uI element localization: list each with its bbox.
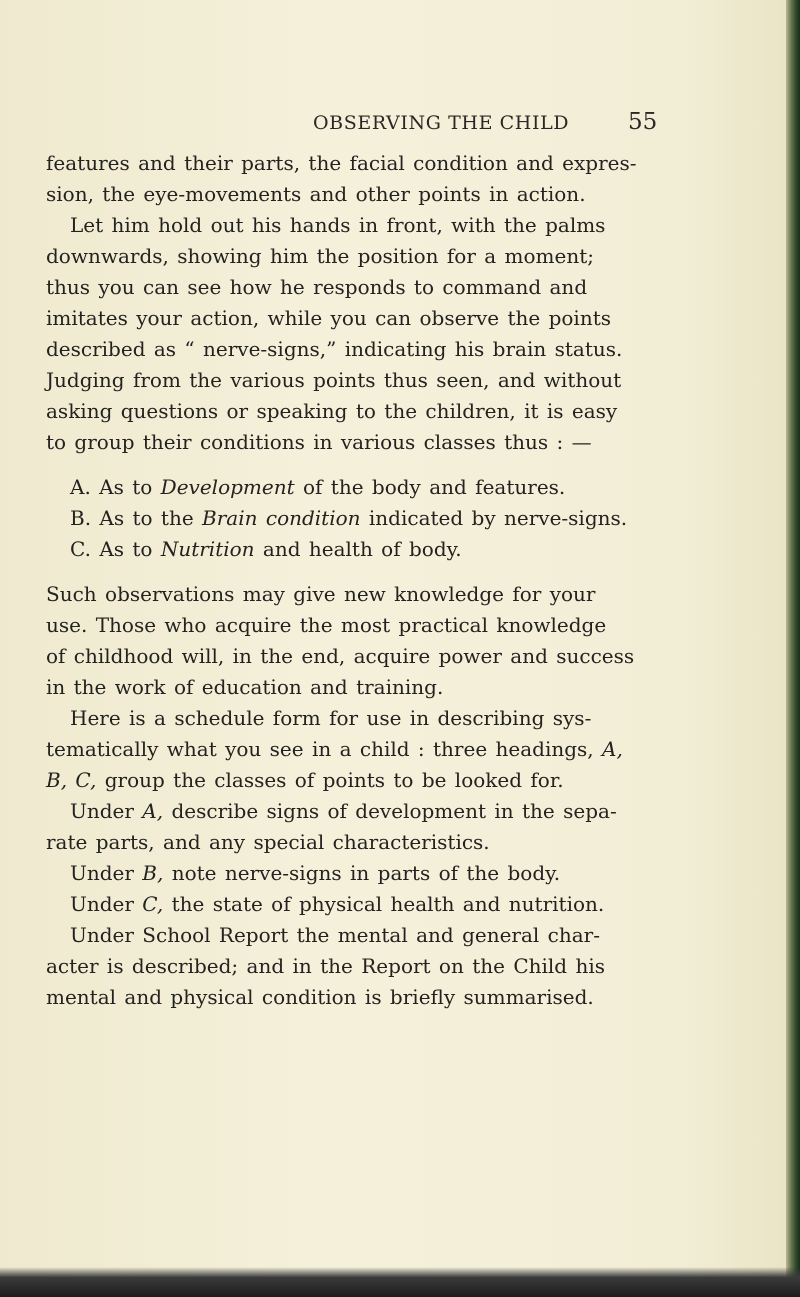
page-header [0,109,800,142]
paragraph-3 [46,579,736,703]
text-segment: note nerve-signs in parts of the body. [163,861,561,885]
heading-letter: C, [75,768,97,792]
list-item-a [46,472,736,503]
text-line: Judging from the various points thus seen, and without [46,368,622,392]
list-text: As to [99,537,161,561]
text-line: in the work of education and training. [46,675,444,699]
text-line: acter is described; and in the Report on the Child his [46,954,606,978]
spacer [46,458,736,472]
page-bottom-shadow [0,1267,800,1297]
text-line: Such observations may give new knowledge for your [46,582,596,606]
list-item-b [46,503,736,534]
text-line: Here is a schedule form for use in describing sys- [70,706,592,730]
list-term: Brain condition [202,506,361,530]
text-segment: describe signs of development in the sepa- [163,799,617,823]
list-letter: B. [70,506,92,530]
text-line: downwards, showing him the position for a moment; [46,244,595,268]
body-text [46,148,736,1013]
heading-letter: C, [142,892,164,916]
text-line: features and their parts, the facial condition and expres- [46,151,637,175]
text-line: Under School Report the mental and general char- [70,923,600,947]
list-term: Development [160,475,295,499]
heading-letter: B, [142,861,164,885]
text-line: to group their conditions in various classes thus : — [46,430,592,454]
paragraph-2 [46,210,736,458]
paragraph-1 [46,148,736,210]
text-line: use. Those who acquire the most practical knowledge [46,613,607,637]
list-text: As to the [99,506,203,530]
text-line [46,858,736,889]
text-line: rate parts, and any special characteristics. [46,830,490,854]
text-line: sion, the eye-movements and other points in action. [46,182,586,206]
paragraph-5 [46,796,736,858]
list-term: Nutrition [160,537,255,561]
list-item-c [46,534,736,565]
heading-letter: A, [602,737,623,761]
heading-letter: B, [46,768,68,792]
text-line: imitates your action, while you can observe the points [46,306,612,330]
text-segment: Under [70,799,143,823]
paragraph-6 [46,858,736,889]
list-text: As to [99,475,161,499]
paragraph-7 [46,889,736,920]
spacer [46,565,736,579]
text-line [46,796,736,827]
text-segment: group the classes of points to be looked for. [104,768,564,792]
text-line: mental and physical condition is briefly summarised. [46,985,594,1009]
heading-letter: A, [142,799,164,823]
classification-list [46,472,736,565]
list-letter: A. [70,475,91,499]
list-text: and health of body. [254,537,462,561]
text-line: described as “ nerve-signs,” indicating his brain status. [46,337,623,361]
paragraph-4 [46,703,736,796]
running-head: OBSERVING THE CHILD [313,112,570,134]
list-letter: C. [70,537,91,561]
paragraph-8 [46,920,736,1013]
text-line [46,889,736,920]
page-edge-binding [786,0,800,1297]
text-segment: the state of physical health and nutrition. [163,892,605,916]
text-line: Let him hold out his hands in front, with the palms [70,213,606,237]
page-number: 55 [628,109,658,135]
text-segment: tematically what you see in a child : three headings, [46,737,594,761]
text-segment: Under [70,892,143,916]
text-segment: Under [70,861,143,885]
text-line: thus you can see how he responds to command and [46,275,588,299]
list-text: of the body and features. [294,475,566,499]
text-line [46,765,736,796]
text-line [46,734,736,765]
text-line: asking questions or speaking to the children, it is easy [46,399,618,423]
text-line: of childhood will, in the end, acquire power and success [46,644,635,668]
list-text: indicated by nerve-signs. [360,506,628,530]
